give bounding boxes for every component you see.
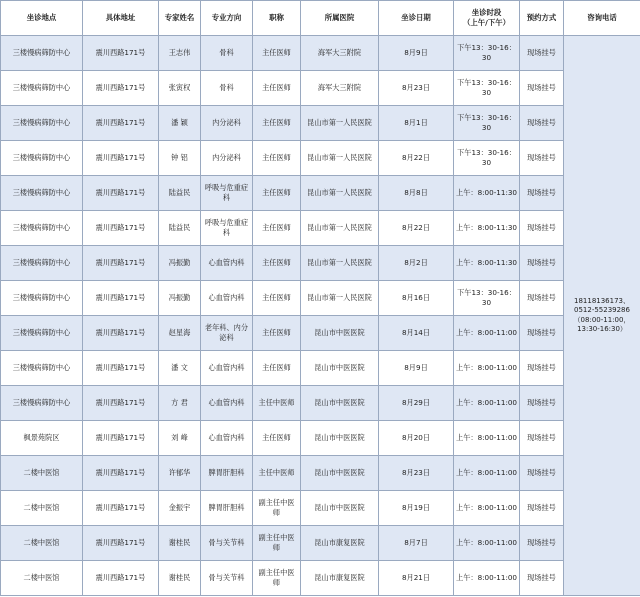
date-cell: 8月23日 [379, 71, 454, 106]
booking-cell: 现场挂号 [520, 351, 564, 386]
title-cell: 主任医师 [253, 71, 301, 106]
hospital-cell: 昆山市中医医院 [301, 316, 379, 351]
address-cell: 震川西路171号 [83, 421, 159, 456]
consult-phone-cell: 18118136173、0512-55239286 （08:00-11:00，13:30-16:30） [564, 36, 640, 596]
time-cell: 下午13：30-16：30 [454, 141, 520, 176]
date-cell: 8月14日 [379, 316, 454, 351]
booking-cell: 现场挂号 [520, 246, 564, 281]
time-cell: 上午：8:00-11:30 [454, 246, 520, 281]
table-row [1, 421, 640, 456]
place-cell: 二楼中医馆 [1, 456, 83, 491]
doctor-name-cell: 许郁华 [159, 456, 201, 491]
hospital-cell: 昆山市中医医院 [301, 491, 379, 526]
address-cell: 震川西路171号 [83, 316, 159, 351]
table-row [1, 211, 640, 246]
time-cell: 下午13：30-16：30 [454, 36, 520, 71]
table-row [1, 106, 640, 141]
booking-cell: 现场挂号 [520, 316, 564, 351]
hospital-cell: 昆山市第一人民医院 [301, 176, 379, 211]
booking-cell: 现场挂号 [520, 211, 564, 246]
address-cell: 震川西路171号 [83, 561, 159, 596]
table-row [1, 316, 640, 351]
table-row [1, 561, 640, 596]
table-row [1, 386, 640, 421]
hospital-cell: 海军大三附院 [301, 71, 379, 106]
title-cell: 主任医师 [253, 316, 301, 351]
table-row [1, 351, 640, 386]
department-cell: 心血管内科 [201, 246, 253, 281]
booking-cell: 现场挂号 [520, 456, 564, 491]
doctor-name-cell: 潘 文 [159, 351, 201, 386]
doctor-name-cell: 金振宇 [159, 491, 201, 526]
time-cell: 下午13：30-16：30 [454, 71, 520, 106]
time-cell: 上午：8:00-11:30 [454, 211, 520, 246]
place-cell: 二楼中医馆 [1, 561, 83, 596]
table-row [1, 491, 640, 526]
department-cell: 心血管内科 [201, 386, 253, 421]
department-cell: 骨科 [201, 36, 253, 71]
column-header: 所属医院 [301, 1, 379, 36]
date-cell: 8月7日 [379, 526, 454, 561]
hospital-cell: 昆山市第一人民医院 [301, 141, 379, 176]
doctor-name-cell: 冯振勤 [159, 246, 201, 281]
time-cell: 上午：8:00-11:00 [454, 526, 520, 561]
column-header: 坐诊地点 [1, 1, 83, 36]
department-cell: 心血管内科 [201, 351, 253, 386]
title-cell: 主任医师 [253, 281, 301, 316]
address-cell: 震川西路171号 [83, 141, 159, 176]
column-header: 具体地址 [83, 1, 159, 36]
title-cell: 主任医师 [253, 351, 301, 386]
place-cell: 三楼慢病筛防中心 [1, 71, 83, 106]
doctor-name-cell: 刘 峰 [159, 421, 201, 456]
doctor-name-cell: 张寅权 [159, 71, 201, 106]
table-row [1, 526, 640, 561]
header-row [1, 1, 640, 36]
address-cell: 震川西路171号 [83, 211, 159, 246]
table-row [1, 36, 640, 71]
doctor-name-cell: 方 君 [159, 386, 201, 421]
department-cell: 骨科 [201, 71, 253, 106]
hospital-cell: 海军大三附院 [301, 36, 379, 71]
time-cell: 上午：8:00-11:00 [454, 386, 520, 421]
address-cell: 震川西路171号 [83, 491, 159, 526]
address-cell: 震川西路171号 [83, 526, 159, 561]
department-cell: 骨与关节科 [201, 561, 253, 596]
address-cell: 震川西路171号 [83, 176, 159, 211]
date-cell: 8月20日 [379, 421, 454, 456]
doctor-name-cell: 钟 铝 [159, 141, 201, 176]
table-row [1, 141, 640, 176]
time-cell: 下午13：30-16：30 [454, 106, 520, 141]
hospital-cell: 昆山市中医医院 [301, 386, 379, 421]
place-cell: 三楼慢病筛防中心 [1, 36, 83, 71]
doctor-name-cell: 陆益民 [159, 176, 201, 211]
place-cell: 二楼中医馆 [1, 491, 83, 526]
hospital-cell: 昆山市第一人民医院 [301, 246, 379, 281]
title-cell: 主任医师 [253, 36, 301, 71]
time-cell: 上午：8:00-11:00 [454, 316, 520, 351]
column-header: 坐诊日期 [379, 1, 454, 36]
date-cell: 8月9日 [379, 36, 454, 71]
place-cell: 三楼慢病筛防中心 [1, 141, 83, 176]
department-cell: 内分泌科 [201, 106, 253, 141]
hospital-cell: 昆山市第一人民医院 [301, 211, 379, 246]
hospital-cell: 昆山市康复医院 [301, 561, 379, 596]
booking-cell: 现场挂号 [520, 176, 564, 211]
place-cell: 三楼慢病筛防中心 [1, 351, 83, 386]
department-cell: 呼吸与危重症科 [201, 176, 253, 211]
title-cell: 主任医师 [253, 246, 301, 281]
doctor-name-cell: 潘 颖 [159, 106, 201, 141]
time-cell: 上午：8:00-11:00 [454, 491, 520, 526]
place-cell: 三楼慢病筛防中心 [1, 386, 83, 421]
table-body [1, 36, 640, 596]
place-cell: 三楼慢病筛防中心 [1, 281, 83, 316]
booking-cell: 现场挂号 [520, 106, 564, 141]
date-cell: 8月23日 [379, 456, 454, 491]
place-cell: 三楼慢病筛防中心 [1, 316, 83, 351]
booking-cell: 现场挂号 [520, 561, 564, 596]
address-cell: 震川西路171号 [83, 36, 159, 71]
place-cell: 三楼慢病筛防中心 [1, 106, 83, 141]
doctor-name-cell: 王志伟 [159, 36, 201, 71]
date-cell: 8月16日 [379, 281, 454, 316]
time-cell: 上午：8:00-11:00 [454, 561, 520, 596]
hospital-cell: 昆山市中医医院 [301, 421, 379, 456]
date-cell: 8月8日 [379, 176, 454, 211]
place-cell: 三楼慢病筛防中心 [1, 211, 83, 246]
column-header: 咨询电话 [564, 1, 640, 36]
booking-cell: 现场挂号 [520, 71, 564, 106]
column-header: 坐诊时段 （上午/下午） [454, 1, 520, 36]
booking-cell: 现场挂号 [520, 386, 564, 421]
department-cell: 脾胃肝胆科 [201, 491, 253, 526]
booking-cell: 现场挂号 [520, 526, 564, 561]
place-cell: 二楼中医馆 [1, 526, 83, 561]
booking-cell: 现场挂号 [520, 491, 564, 526]
doctor-name-cell: 陆益民 [159, 211, 201, 246]
address-cell: 震川西路171号 [83, 246, 159, 281]
address-cell: 震川西路171号 [83, 456, 159, 491]
hospital-cell: 昆山市中医医院 [301, 351, 379, 386]
hospital-cell: 昆山市中医医院 [301, 456, 379, 491]
place-cell: 枫景苑院区 [1, 421, 83, 456]
doctor-name-cell: 赵星海 [159, 316, 201, 351]
table-row [1, 71, 640, 106]
place-cell: 三楼慢病筛防中心 [1, 246, 83, 281]
date-cell: 8月9日 [379, 351, 454, 386]
department-cell: 脾胃肝胆科 [201, 456, 253, 491]
doctor-name-cell: 冯振勤 [159, 281, 201, 316]
address-cell: 震川西路171号 [83, 386, 159, 421]
address-cell: 震川西路171号 [83, 351, 159, 386]
title-cell: 主任医师 [253, 176, 301, 211]
place-cell: 三楼慢病筛防中心 [1, 176, 83, 211]
table-row [1, 176, 640, 211]
title-cell: 主任中医师 [253, 386, 301, 421]
title-cell: 主任医师 [253, 141, 301, 176]
date-cell: 8月2日 [379, 246, 454, 281]
time-cell: 上午：8:00-11:00 [454, 351, 520, 386]
date-cell: 8月29日 [379, 386, 454, 421]
time-cell: 上午：8:00-11:30 [454, 176, 520, 211]
title-cell: 主任医师 [253, 211, 301, 246]
hospital-cell: 昆山市第一人民医院 [301, 281, 379, 316]
column-header: 职称 [253, 1, 301, 36]
date-cell: 8月19日 [379, 491, 454, 526]
address-cell: 震川西路171号 [83, 106, 159, 141]
column-header: 专业方向 [201, 1, 253, 36]
column-header: 预约方式 [520, 1, 564, 36]
table-row [1, 456, 640, 491]
title-cell: 副主任中医师 [253, 526, 301, 561]
date-cell: 8月21日 [379, 561, 454, 596]
booking-cell: 现场挂号 [520, 141, 564, 176]
department-cell: 心血管内科 [201, 281, 253, 316]
booking-cell: 现场挂号 [520, 281, 564, 316]
department-cell: 骨与关节科 [201, 526, 253, 561]
title-cell: 主任医师 [253, 106, 301, 141]
title-cell: 主任医师 [253, 421, 301, 456]
title-cell: 主任中医师 [253, 456, 301, 491]
date-cell: 8月22日 [379, 211, 454, 246]
address-cell: 震川西路171号 [83, 281, 159, 316]
hospital-cell: 昆山市第一人民医院 [301, 106, 379, 141]
department-cell: 心血管内科 [201, 421, 253, 456]
date-cell: 8月22日 [379, 141, 454, 176]
doctor-name-cell: 谢桂民 [159, 526, 201, 561]
department-cell: 呼吸与危重症科 [201, 211, 253, 246]
column-header: 专家姓名 [159, 1, 201, 36]
hospital-cell: 昆山市康复医院 [301, 526, 379, 561]
doctor-name-cell: 谢桂民 [159, 561, 201, 596]
table-row [1, 246, 640, 281]
time-cell: 下午13：30-16：30 [454, 281, 520, 316]
time-cell: 上午：8:00-11:00 [454, 421, 520, 456]
title-cell: 副主任中医师 [253, 491, 301, 526]
department-cell: 内分泌科 [201, 141, 253, 176]
department-cell: 老年科、内分泌科 [201, 316, 253, 351]
booking-cell: 现场挂号 [520, 421, 564, 456]
address-cell: 震川西路171号 [83, 71, 159, 106]
booking-cell: 现场挂号 [520, 36, 564, 71]
date-cell: 8月1日 [379, 106, 454, 141]
title-cell: 副主任中医师 [253, 561, 301, 596]
time-cell: 上午：8:00-11:00 [454, 456, 520, 491]
table-row [1, 281, 640, 316]
